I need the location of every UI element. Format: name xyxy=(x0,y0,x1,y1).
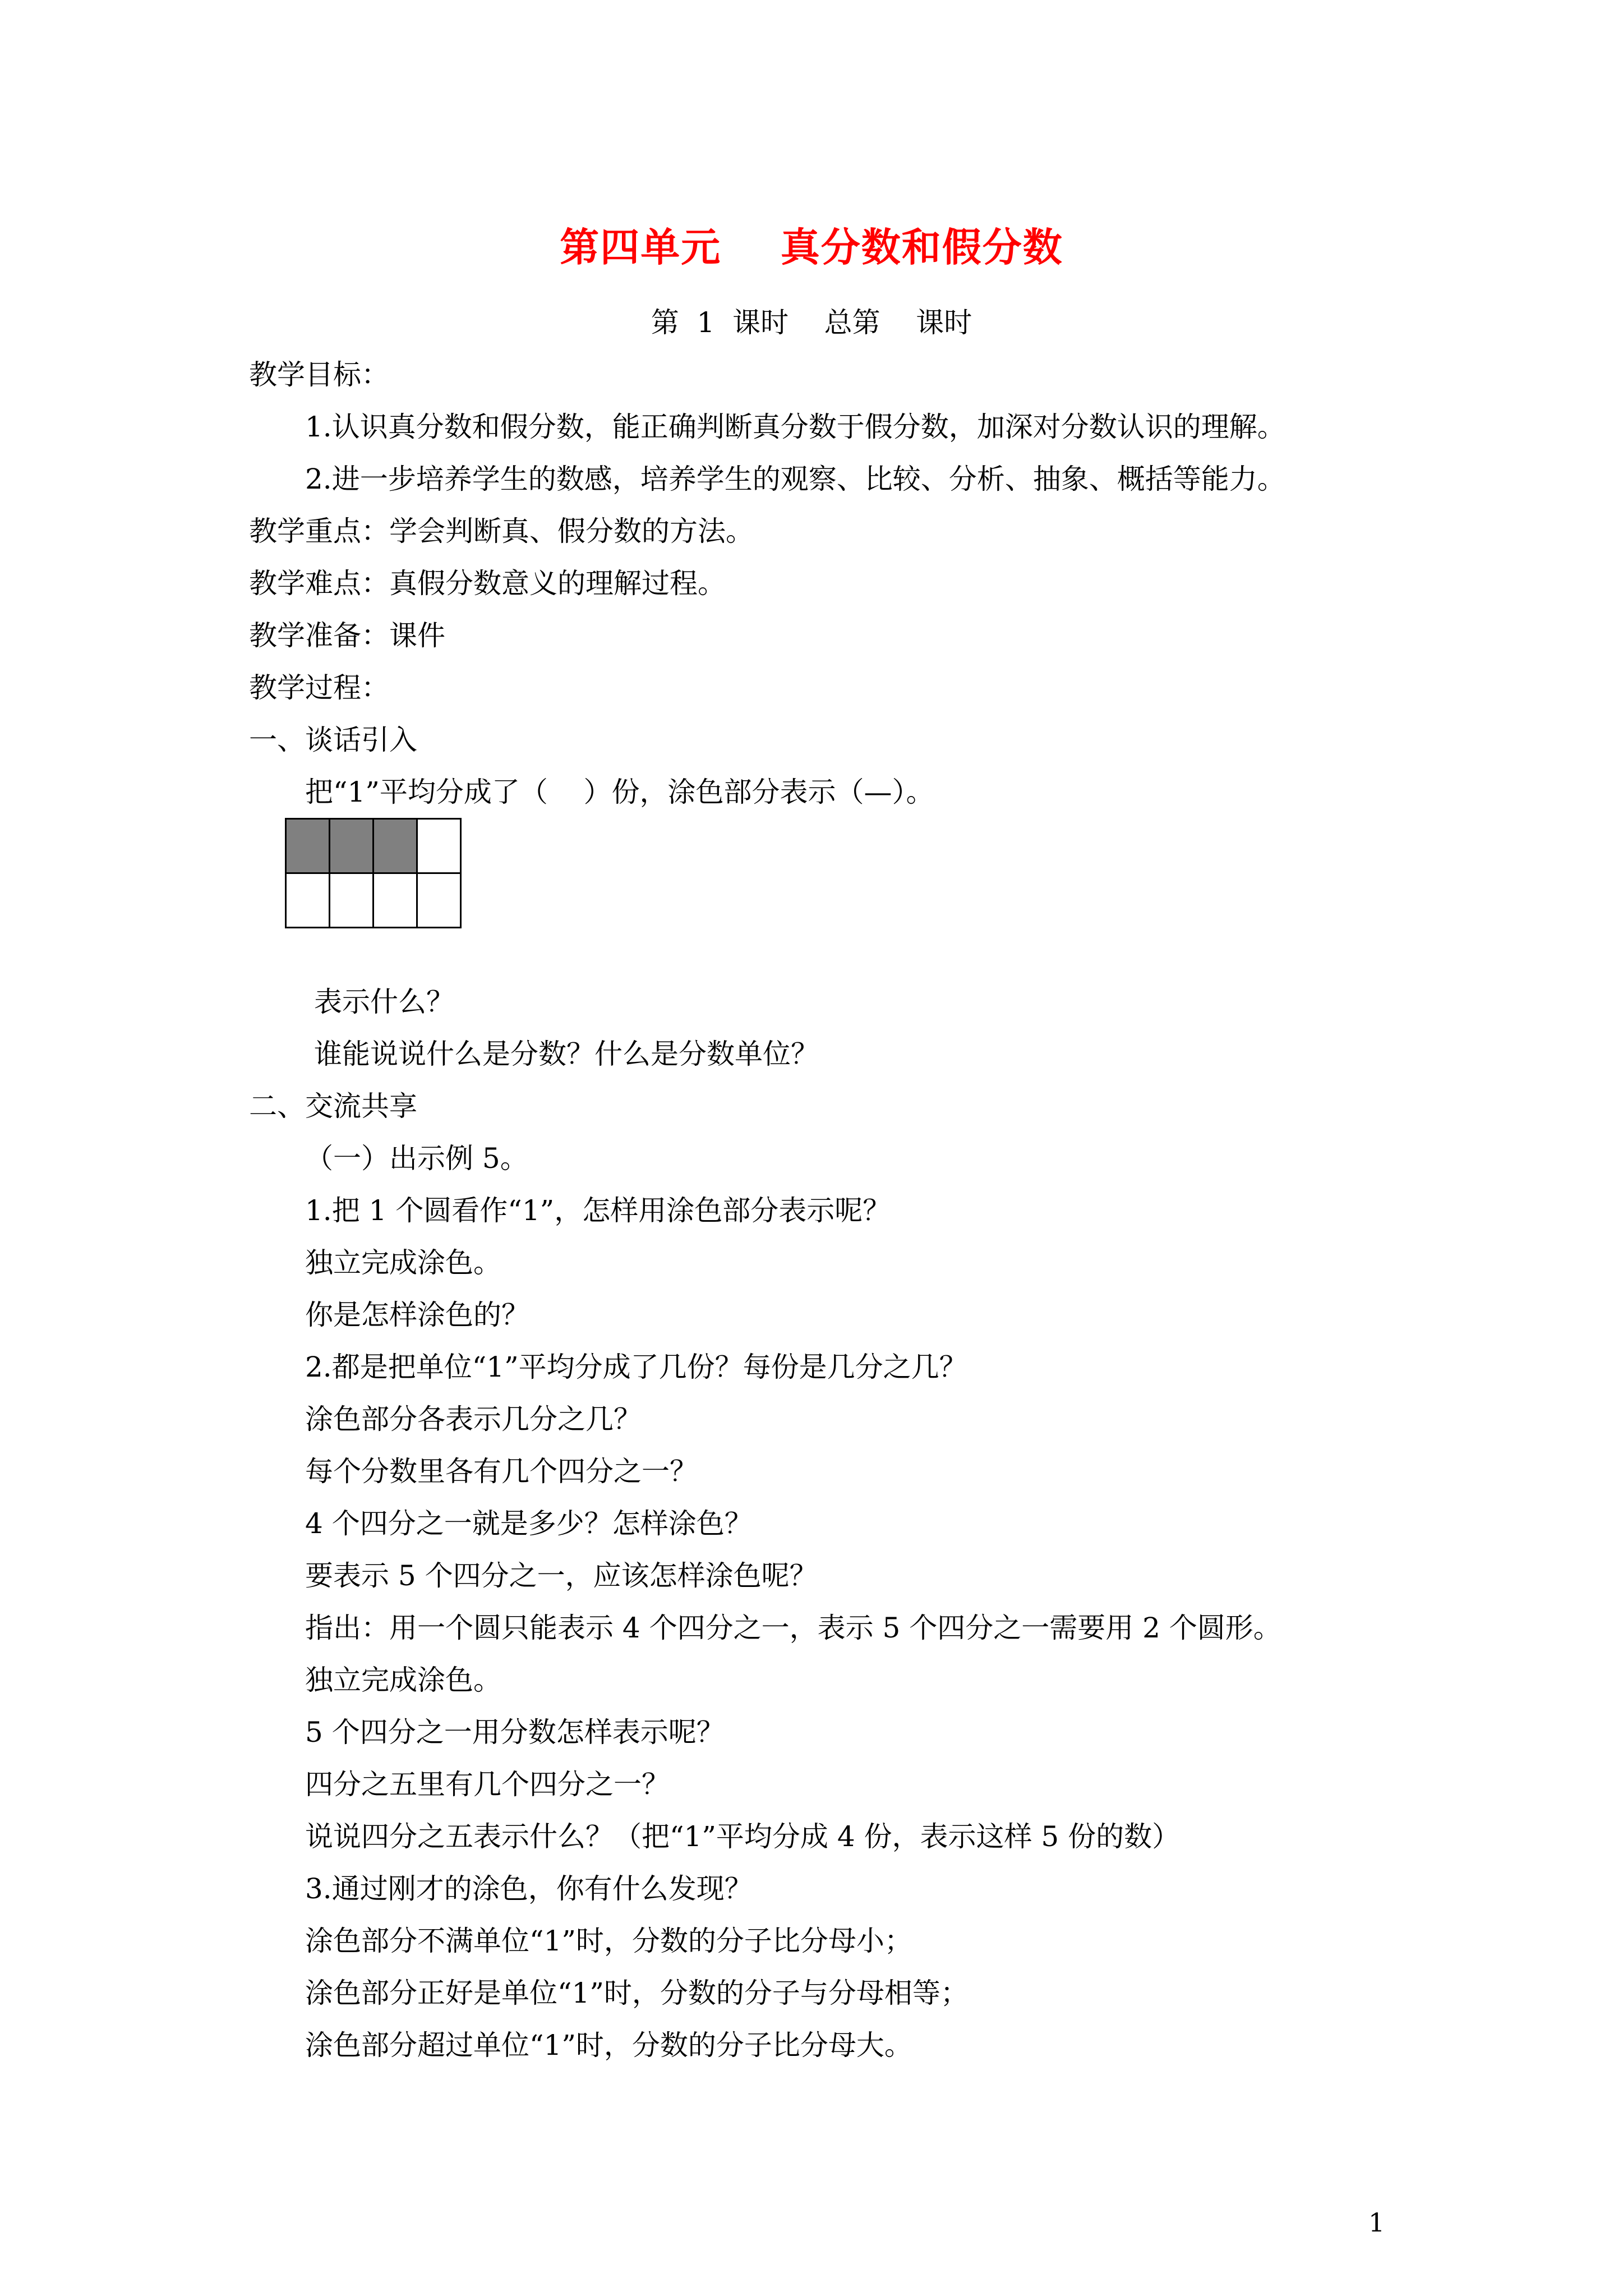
difficult-point: 教学难点：真假分数意义的理解过程。 xyxy=(249,567,726,600)
body-text: 指出：用一个圆只能表示 4 个四分之一，表示 5 个四分之一需要用 2 个圆形。 xyxy=(305,1612,1281,1644)
body-text: 涂色部分不满单位“1”时，分数的分子比分母小； xyxy=(305,1925,912,1957)
question-text: 把“1”平均分成了（ ）份，涂色部分表示（—）。 xyxy=(305,776,934,808)
grid-cell xyxy=(418,820,462,874)
key-point: 教学重点：学会判断真、假分数的方法。 xyxy=(249,515,754,547)
body-text: 独立完成涂色。 xyxy=(305,1664,501,1696)
body-text: 你是怎样涂色的？ xyxy=(305,1299,529,1331)
page-number: 1 xyxy=(1368,2207,1385,2238)
body-text: 每个分数里各有几个四分之一？ xyxy=(305,1455,698,1488)
objective-item: 1.认识真分数和假分数，能正确判断真分数于假分数，加深对分数认识的理解。 xyxy=(305,411,1285,443)
body-text: 3.通过刚才的涂色，你有什么发现？ xyxy=(305,1872,753,1905)
objective-item: 2.进一步培养学生的数感，培养学生的观察、比较、分析、抽象、概括等能力。 xyxy=(305,463,1285,495)
body-text: 涂色部分各表示几分之几？ xyxy=(305,1403,642,1435)
body-text: 2.都是把单位“1”平均分成了几份？每份是几分之几？ xyxy=(305,1351,967,1383)
body-text: 涂色部分超过单位“1”时，分数的分子比分母大。 xyxy=(305,2029,912,2062)
preparation: 教学准备：课件 xyxy=(249,619,445,652)
body-text: 1.把 1 个圆看作“1”，怎样用涂色部分表示呢？ xyxy=(305,1194,891,1227)
lesson-subtitle: 第 1 课时 总第 课时 xyxy=(651,306,972,339)
example-heading: （一）出示例 5。 xyxy=(305,1142,528,1175)
body-text: 5 个四分之一用分数怎样表示呢？ xyxy=(305,1716,725,1749)
body-text: 说说四分之五表示什么？（把“1”平均分成 4 份，表示这样 5 份的数） xyxy=(305,1820,1181,1853)
question-text: 谁能说说什么是分数？什么是分数单位？ xyxy=(314,1038,819,1070)
body-text: 涂色部分正好是单位“1”时，分数的分子与分母相等； xyxy=(305,1977,969,2009)
fraction-grid-figure xyxy=(285,818,462,928)
grid-cell-shaded xyxy=(374,820,418,874)
lesson-title: 第四单元 真分数和假分数 xyxy=(560,224,1063,270)
section-heading: 教学目标： xyxy=(249,358,389,391)
body-text: 4 个四分之一就是多少？怎样涂色？ xyxy=(305,1507,753,1540)
grid-cell-shaded xyxy=(287,820,330,874)
grid-cell xyxy=(418,874,462,928)
grid-cell-shaded xyxy=(330,820,374,874)
section-heading: 二、交流共享 xyxy=(249,1090,417,1122)
grid-cell xyxy=(287,874,330,928)
section-heading: 教学过程： xyxy=(249,671,389,704)
body-text: 独立完成涂色。 xyxy=(305,1246,501,1279)
section-heading: 一、谈话引入 xyxy=(249,724,417,756)
grid-cell xyxy=(374,874,418,928)
question-text: 表示什么？ xyxy=(314,986,454,1018)
body-text: 要表示 5 个四分之一，应该怎样涂色呢？ xyxy=(305,1559,818,1592)
grid-cell xyxy=(330,874,374,928)
body-text: 四分之五里有几个四分之一？ xyxy=(305,1768,670,1801)
